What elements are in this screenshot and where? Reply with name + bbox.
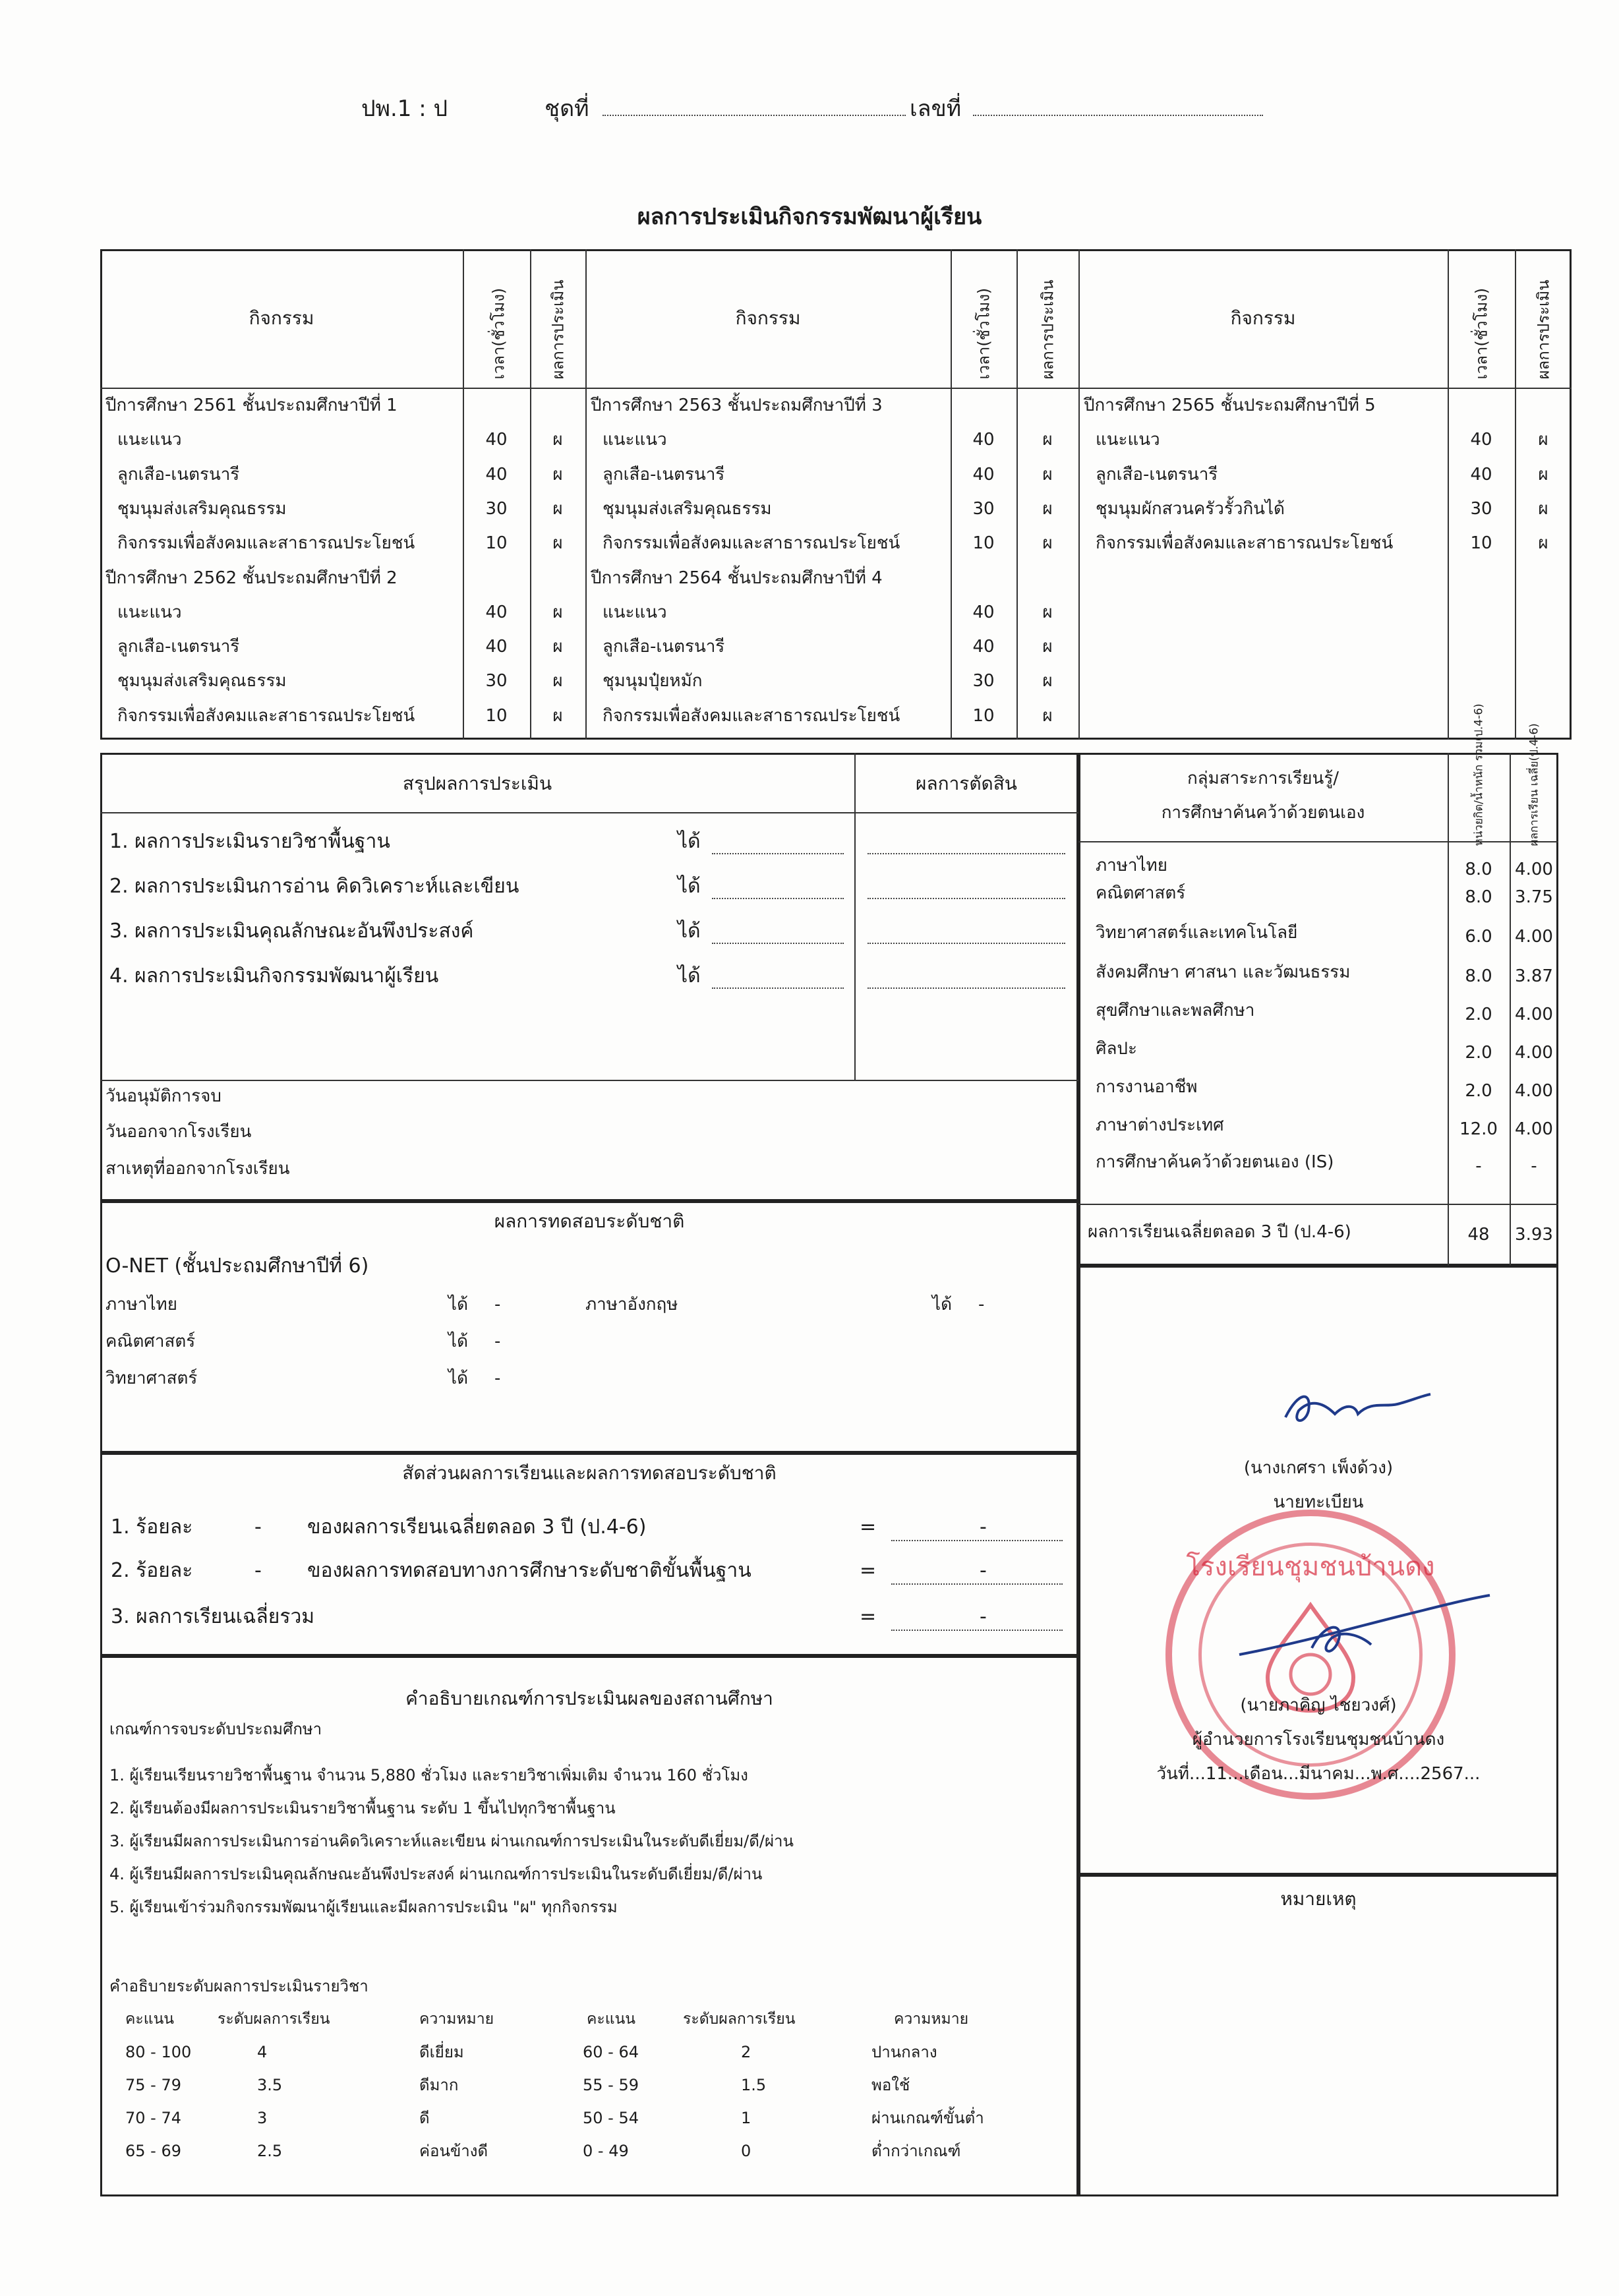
activity-name: กิจกรรมเพื่อสังคมและสาธารณประโยชน์ <box>1096 533 1394 554</box>
leave-reason-label: สาเหตุที่ออกจากโรงเรียน <box>105 1159 290 1179</box>
subject-name: คณิตศาสตร์ <box>1096 883 1186 903</box>
ratio-3-result: - <box>980 1605 987 1628</box>
activity-name: กิจกรรมเพื่อสังคมและสาธารณประโยชน์ <box>603 705 900 726</box>
grade-header-score-2: คะแนน <box>587 2011 636 2028</box>
activity-result: ผ <box>1042 533 1053 554</box>
onet-math: คณิตศาสตร์ <box>105 1332 196 1351</box>
activity-result: ผ <box>1538 464 1548 485</box>
activity-name: ชุมนุมส่งเสริมคุณธรรม <box>603 498 772 519</box>
activity-name: แนะแนว <box>117 430 182 450</box>
col-activity-3: กิจกรรม <box>1230 307 1296 329</box>
subject-grade: 3.75 <box>1515 887 1553 907</box>
activities-title: ผลการประเมินกิจกรรมพัฒนาผู้เรียน <box>637 204 982 230</box>
col-hours-3: เวลา(ชั่วโมง) <box>1472 287 1491 380</box>
activity-result: ผ <box>552 533 563 554</box>
activity-name: แนะแนว <box>117 602 182 622</box>
activity-hours: 40 <box>972 464 995 485</box>
subject-grade: 4.00 <box>1515 1081 1553 1101</box>
number-label: เลขที่ <box>910 96 962 122</box>
activity-name: ลูกเสือ-เนตรนารี <box>603 637 725 657</box>
director-signature <box>1233 1582 1496 1674</box>
onet-eng-got: ได้ <box>932 1295 952 1314</box>
subject-credits: 6.0 <box>1465 927 1492 947</box>
activity-name: กิจกรรมเพื่อสังคมและสาธารณประโยชน์ <box>117 533 415 554</box>
registrar-signature <box>1272 1378 1437 1437</box>
criteria-title: คำอธิบายเกณฑ์การประเมินผลของสถานศึกษา <box>405 1688 773 1709</box>
criteria-item-2: 2. ผู้เรียนต้องมีผลการประเมินรายวิชาพื้นฐาน ระดับ 1 ขึ้นไปทุกวิชาพื้นฐาน <box>109 1799 616 1817</box>
ratio-3-label: 3. ผลการเรียนเฉลี่ยรวม <box>111 1605 315 1628</box>
activity-result: ผ <box>552 602 563 622</box>
activity-result: ผ <box>1538 533 1548 554</box>
onet-eng-value: - <box>978 1295 985 1314</box>
sign-date: วันที่...11...เดือน...มีนาคม...พ.ศ....2567... <box>1156 1764 1481 1784</box>
grade-score: 55 - 59 <box>583 2076 639 2094</box>
col-credits: หน่วยกิต/น้ำหนัก รวม(ป.4-6) <box>1472 703 1486 846</box>
avg-grade: 3.93 <box>1515 1225 1553 1245</box>
grade-meaning: ผ่านเกณฑ์ขั้นต่ำ <box>871 2109 984 2127</box>
subject-credits: 2.0 <box>1465 1005 1492 1024</box>
activity-name: ลูกเสือ-เนตรนารี <box>1096 464 1218 485</box>
col-activity-2: กิจกรรม <box>735 307 801 329</box>
activity-hours: 10 <box>972 533 995 554</box>
activity-hours: 10 <box>972 705 995 726</box>
grade-meaning: ดีเยี่ยม <box>419 2043 464 2061</box>
activity-hours: 40 <box>1470 430 1492 450</box>
subjects-title-1: กลุ่มสาระการเรียนรู้/ <box>1187 769 1339 788</box>
activity-name: ชุมนุมส่งเสริมคุณธรรม <box>117 498 287 519</box>
grade-level: 2 <box>741 2043 751 2061</box>
ratio-1-eq: = <box>860 1516 877 1539</box>
activity-name: ลูกเสือ-เนตรนารี <box>117 464 240 485</box>
activity-result: ผ <box>1042 602 1053 622</box>
grade-header-level-2: ระดับผลการเรียน <box>683 2011 796 2028</box>
activity-hours: 10 <box>485 705 508 726</box>
subject-name: สุขศึกษาและพลศึกษา <box>1096 1001 1255 1020</box>
col-result-2: ผลการประเมิน <box>1038 280 1057 380</box>
grade-meaning: ดี <box>419 2109 430 2127</box>
set-label: ชุดที่ <box>545 96 589 122</box>
activity-result: ผ <box>1042 498 1053 519</box>
onet-sci: วิทยาศาสตร์ <box>105 1369 198 1388</box>
activity-name: ชุมนุมผักสวนครัวรั้วกินได้ <box>1096 498 1285 519</box>
activity-hours: 30 <box>972 498 995 519</box>
subject-name: ศิลปะ <box>1096 1039 1137 1059</box>
grade-meaning: ค่อนข้างดี <box>419 2142 488 2160</box>
grade-score: 0 - 49 <box>583 2142 629 2160</box>
ratio-title: สัดส่วนผลการเรียนและผลการทดสอบระดับชาติ <box>402 1462 777 1484</box>
criteria-item-5: 5. ผู้เรียนเข้าร่วมกิจกรรมพัฒนาผู้เรียนและมีผลการประเมิน "ผ" ทุกกิจกรรม <box>109 1898 618 1916</box>
onet-sci-got: ได้ <box>448 1369 468 1388</box>
grade-meaning: ปานกลาง <box>871 2043 937 2061</box>
grade-level: 4 <box>257 2043 268 2061</box>
grade-level: 1.5 <box>741 2076 767 2094</box>
approve-date-label: วันอนุมัติการจบ <box>105 1086 221 1106</box>
national-title: ผลการทดสอบระดับชาติ <box>494 1210 685 1232</box>
activity-name: กิจกรรมเพื่อสังคมและสาธารณประโยชน์ <box>117 705 415 726</box>
activity-hours: 40 <box>485 464 508 485</box>
criteria-item-4: 4. ผู้เรียนมีผลการประเมินคุณลักษณะอันพึงประสงค์ ผ่านเกณฑ์การประเมินในระดับดีเยี่ยม/ดี/ผ่าน <box>109 1865 763 1883</box>
subject-grade: - <box>1531 1156 1537 1176</box>
subject-grade: 4.00 <box>1515 1043 1553 1063</box>
activity-name: ลูกเสือ-เนตรนารี <box>603 464 725 485</box>
grade-score: 60 - 64 <box>583 2043 639 2061</box>
criteria-item-3: 3. ผู้เรียนมีผลการประเมินการอ่านคิดวิเคราะห์และเขียน ผ่านเกณฑ์การประเมินในระดับดีเยี่ยม/ดี/ผ่าน <box>109 1832 794 1850</box>
activity-hours: 40 <box>485 637 508 657</box>
onet-math-value: - <box>494 1332 501 1351</box>
grade-level: 3 <box>257 2109 268 2127</box>
decision-title: ผลการตัดสิน <box>916 773 1017 794</box>
grade-score: 70 - 74 <box>125 2109 181 2127</box>
summary-item-3: 3. ผลการประเมินคุณลักษณะอันพึงประสงค์ <box>109 920 474 943</box>
summary-item-2: 2. ผลการประเมินการอ่าน คิดวิเคราะห์และเขียน <box>109 875 519 898</box>
onet-thai: ภาษาไทย <box>105 1295 177 1314</box>
col-activity-1: กิจกรรม <box>249 307 314 329</box>
ratio-2-result: - <box>980 1559 987 1582</box>
seal-text: โรงเรียนชุมชนบ้านดง <box>1186 1552 1435 1582</box>
activity-result: ผ <box>552 498 563 519</box>
grade-score: 65 - 69 <box>125 2142 181 2160</box>
grade-header-level-1: ระดับผลการเรียน <box>218 2011 330 2028</box>
onet-thai-got: ได้ <box>448 1295 468 1314</box>
activity-name: กิจกรรมเพื่อสังคมและสาธารณประโยชน์ <box>603 533 900 554</box>
activity-hours: 40 <box>485 430 508 450</box>
ratio-1-desc: ของผลการเรียนเฉลี่ยตลอด 3 ปี (ป.4-6) <box>307 1516 647 1539</box>
activity-hours: 40 <box>972 430 995 450</box>
grade-header-meaning-1: ความหมาย <box>419 2011 494 2028</box>
grade-score: 75 - 79 <box>125 2076 181 2094</box>
subject-name: ภาษาไทย <box>1096 856 1167 875</box>
grade-level: 3.5 <box>257 2076 283 2094</box>
onet-sci-value: - <box>494 1369 501 1388</box>
activity-year-heading: ปีการศึกษา 2565 ชั้นประถมศึกษาปีที่ 5 <box>1084 396 1376 415</box>
avg-label: ผลการเรียนเฉลี่ยตลอด 3 ปี (ป.4-6) <box>1088 1222 1351 1242</box>
activity-hours: 30 <box>485 498 508 519</box>
grade-level: 2.5 <box>257 2142 283 2160</box>
director-title: ผู้อำนวยการโรงเรียนชุมชนบ้านดง <box>1192 1730 1445 1750</box>
summary-status-2: ได้ <box>678 875 701 898</box>
subjects-title-2: การศึกษาค้นคว้าด้วยตนเอง <box>1161 803 1365 823</box>
col-result-3: ผลการประเมิน <box>1534 280 1553 380</box>
grade-level: 1 <box>741 2109 751 2127</box>
activity-year-heading: ปีการศึกษา 2562 ชั้นประถมศึกษาปีที่ 2 <box>105 568 397 588</box>
registrar-title: นายทะเบียน <box>1273 1492 1364 1512</box>
onet-eng: ภาษาอังกฤษ <box>585 1295 678 1314</box>
remarks-label: หมายเหตุ <box>1280 1888 1357 1910</box>
national-test-box <box>100 1201 1078 1453</box>
activity-result: ผ <box>1042 464 1053 485</box>
activity-name: แนะแนว <box>603 602 667 622</box>
activity-result: ผ <box>1042 705 1053 726</box>
set-number-line <box>603 115 906 116</box>
activity-result: ผ <box>1042 637 1053 657</box>
ratio-1-result: - <box>980 1516 987 1539</box>
activity-hours: 10 <box>485 533 508 554</box>
activity-hours: 40 <box>972 637 995 657</box>
subject-name: ภาษาต่างประเทศ <box>1096 1115 1224 1135</box>
criteria-item-1: 1. ผู้เรียนเรียนรายวิชาพื้นฐาน จำนวน 5,880 ชั่วโมง และรายวิชาเพิ่มเติม จำนวน 160 ชั่วโมง <box>109 1766 748 1784</box>
subject-credits: 2.0 <box>1465 1081 1492 1101</box>
criteria-subtitle: เกณฑ์การจบระดับประถมศึกษา <box>109 1720 322 1738</box>
number-line <box>973 115 1263 116</box>
registrar-name: (นางเกศรา เพ็งด้วง) <box>1243 1458 1394 1478</box>
subject-credits: 12.0 <box>1459 1119 1498 1139</box>
activity-hours: 10 <box>1470 533 1492 554</box>
summary-status-4: ได้ <box>678 964 701 987</box>
grade-meaning: ดีมาก <box>419 2076 459 2094</box>
onet-label: O-NET (ชั้นประถมศึกษาปีที่ 6) <box>105 1254 369 1278</box>
grade-meaning: พอใช้ <box>871 2076 910 2094</box>
grade-meaning: ต่ำกว่าเกณฑ์ <box>871 2142 961 2160</box>
activity-name: ลูกเสือ-เนตรนารี <box>117 637 240 657</box>
grade-level: 0 <box>741 2142 751 2160</box>
onet-thai-value: - <box>494 1295 501 1314</box>
activity-hours: 40 <box>1470 464 1492 485</box>
leave-date-label: วันออกจากโรงเรียน <box>105 1122 252 1142</box>
col-hours-1: เวลา(ชั่วโมง) <box>489 287 508 380</box>
ratio-2-label: 2. ร้อยละ <box>111 1559 193 1582</box>
avg-credits: 48 <box>1467 1225 1490 1245</box>
subject-name: การศึกษาค้นคว้าด้วยตนเอง (IS) <box>1096 1152 1334 1172</box>
summary-title: สรุปผลการประเมิน <box>402 773 552 794</box>
subject-credits: 2.0 <box>1465 1043 1492 1063</box>
grade-header-meaning-2: ความหมาย <box>894 2011 969 2028</box>
activity-year-heading: ปีการศึกษา 2563 ชั้นประถมศึกษาปีที่ 3 <box>591 396 883 415</box>
grade-header-score-1: คะแนน <box>125 2011 175 2028</box>
activity-result: ผ <box>1042 671 1053 692</box>
subject-grade: 3.87 <box>1515 966 1553 986</box>
grade-score: 50 - 54 <box>583 2109 639 2127</box>
grade-score: 80 - 100 <box>125 2043 192 2061</box>
activity-name: แนะแนว <box>1096 430 1160 450</box>
ratio-2-value: - <box>254 1559 262 1582</box>
activity-name: ชุมนุมส่งเสริมคุณธรรม <box>117 671 287 692</box>
subject-grade: 4.00 <box>1515 927 1553 947</box>
remarks-box <box>1078 1875 1558 2196</box>
ratio-1-label: 1. ร้อยละ <box>111 1516 193 1539</box>
activity-hours: 30 <box>485 671 508 692</box>
subject-name: วิทยาศาสตร์และเทคโนโลยี <box>1096 923 1298 943</box>
activity-year-heading: ปีการศึกษา 2564 ชั้นประถมศึกษาปีที่ 4 <box>591 568 883 588</box>
activity-result: ผ <box>552 430 563 450</box>
subject-grade: 4.00 <box>1515 1119 1553 1139</box>
activity-year-heading: ปีการศึกษา 2561 ชั้นประถมศึกษาปีที่ 1 <box>105 396 397 415</box>
activity-result: ผ <box>552 637 563 657</box>
subject-credits: 8.0 <box>1465 887 1492 907</box>
director-name: (นายภาคิญ ไชยวงศ์) <box>1240 1695 1397 1715</box>
activity-hours: 30 <box>1470 498 1492 519</box>
subject-grade: 4.00 <box>1515 1005 1553 1024</box>
grade-title: คำอธิบายระดับผลการประเมินรายวิชา <box>109 1977 368 1995</box>
subject-grade: 4.00 <box>1515 860 1553 879</box>
summary-status-3: ได้ <box>678 920 701 943</box>
summary-item-1: 1. ผลการประเมินรายวิชาพื้นฐาน <box>109 830 390 853</box>
activity-result: ผ <box>1042 430 1053 450</box>
activity-name: ชุมนุมปุ๋ยหมัก <box>603 671 703 692</box>
subject-name: การงานอาชีพ <box>1096 1077 1198 1097</box>
activity-hours: 40 <box>972 602 995 622</box>
activity-result: ผ <box>552 705 563 726</box>
subject-credits: - <box>1475 1156 1482 1176</box>
subject-credits: 8.0 <box>1465 860 1492 879</box>
subject-credits: 8.0 <box>1465 966 1492 986</box>
activity-result: ผ <box>1538 430 1548 450</box>
ratio-1-value: - <box>254 1516 262 1539</box>
activity-result: ผ <box>1538 498 1548 519</box>
ratio-2-eq: = <box>860 1559 877 1582</box>
activity-result: ผ <box>552 671 563 692</box>
ratio-3-eq: = <box>860 1605 877 1628</box>
subject-name: สังคมศึกษา ศาสนา และวัฒนธรรม <box>1096 962 1351 982</box>
col-result-1: ผลการประเมิน <box>548 280 568 380</box>
onet-math-got: ได้ <box>448 1332 468 1351</box>
col-hours-2: เวลา(ชั่วโมง) <box>974 287 993 380</box>
ratio-2-desc: ของผลการทดสอบทางการศึกษาระดับชาติขั้นพื้นฐาน <box>307 1559 751 1582</box>
summary-item-4: 4. ผลการประเมินกิจกรรมพัฒนาผู้เรียน <box>109 964 439 987</box>
activity-hours: 40 <box>485 602 508 622</box>
col-grade: ผลการเรียน เฉลี่ย(ป.4-6) <box>1527 723 1541 846</box>
summary-status-1: ได้ <box>678 830 701 853</box>
activity-name: แนะแนว <box>603 430 667 450</box>
activity-result: ผ <box>552 464 563 485</box>
activity-hours: 30 <box>972 671 995 692</box>
doc-code: ปพ.1 : ป <box>361 96 448 122</box>
